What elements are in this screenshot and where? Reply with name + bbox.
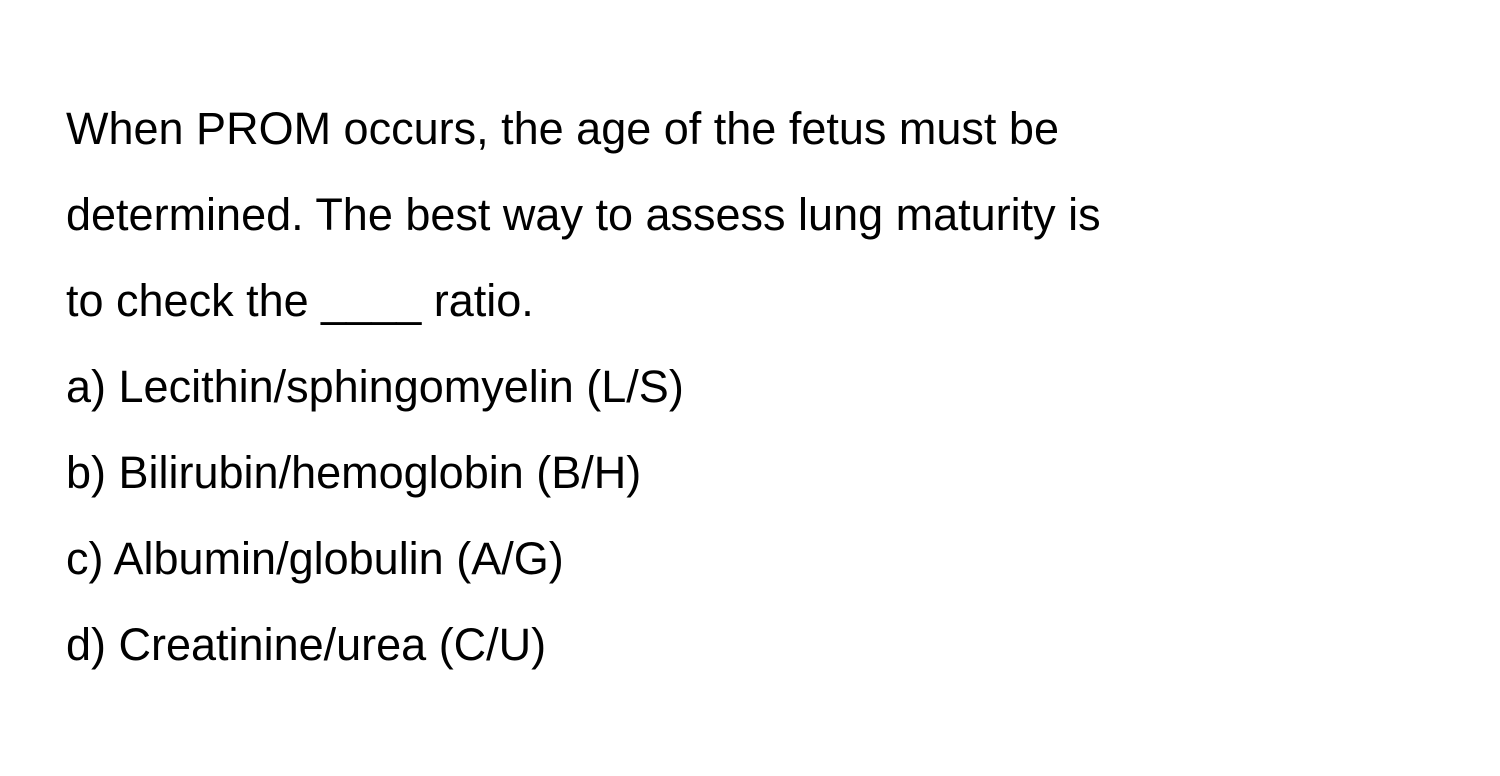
question-line-2: determined. The best way to assess lung maturity is [66,189,1101,240]
question-line-1: When PROM occurs, the age of the fetus must be [66,103,1059,154]
question-block [66,86,1466,688]
option-c: c) Albumin/globulin (A/G) [66,533,564,584]
question-text [66,86,1466,344]
option-b: b) Bilirubin/hemoglobin (B/H) [66,447,642,498]
option-d: d) Creatinine/urea (C/U) [66,619,547,670]
option-a: a) Lecithin/sphingomyelin (L/S) [66,361,684,412]
question-line-3: to check the ____ ratio. [66,275,534,326]
answer-options [66,344,1466,688]
